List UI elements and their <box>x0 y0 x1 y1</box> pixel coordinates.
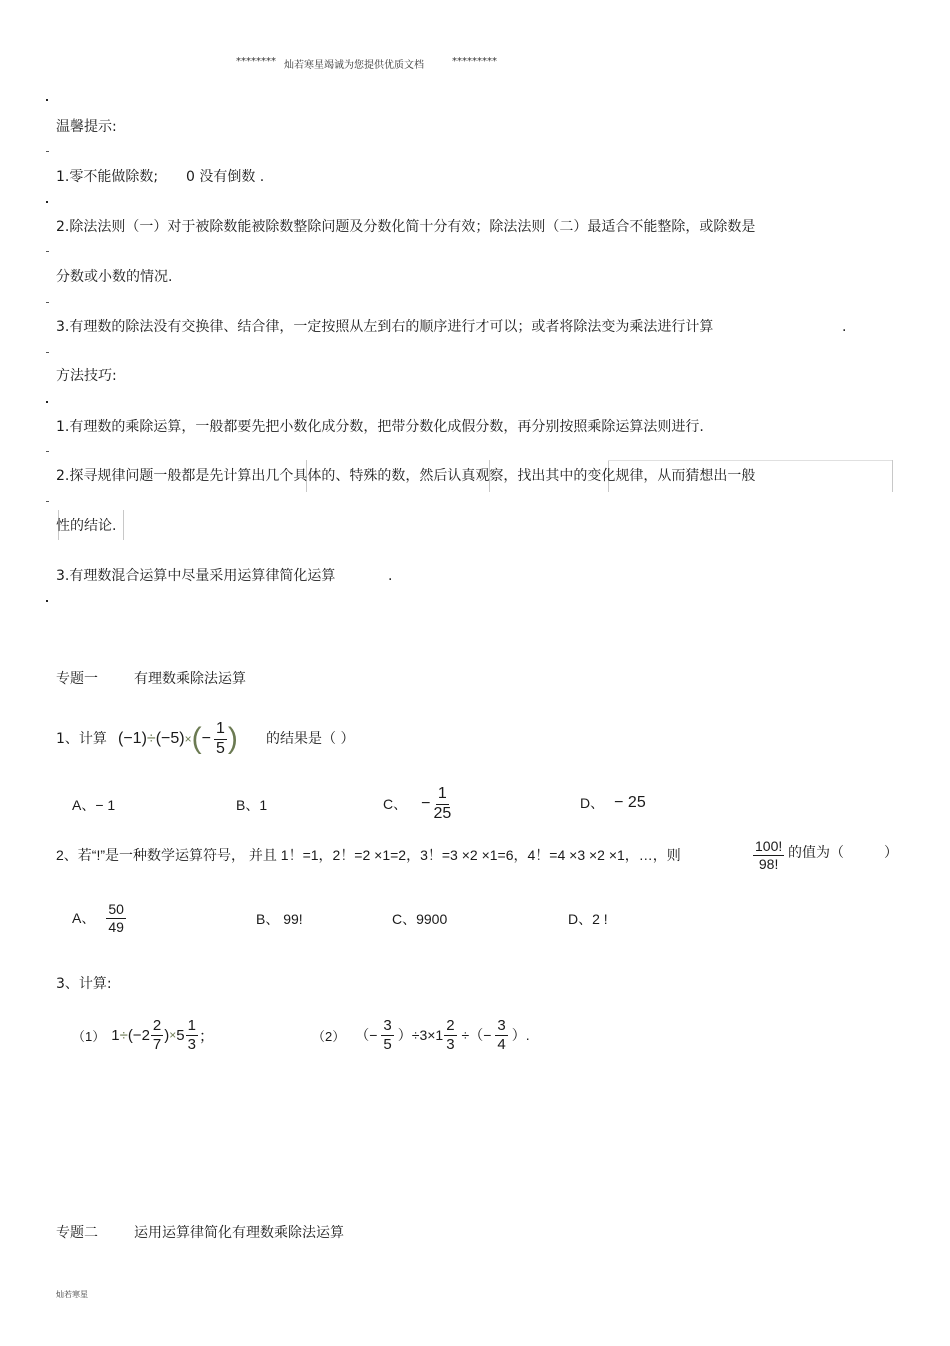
margin-dot <box>46 600 48 602</box>
methods-item-2-line2: 性的结论. <box>56 518 117 534</box>
tips-item-3-end: . <box>842 319 847 335</box>
q3-part1-frac1 <box>151 1018 163 1053</box>
q3-part1-open: (−2 <box>127 1026 150 1044</box>
q2-option-a-num: 50 <box>108 900 124 917</box>
q3-part2-frac2 <box>444 1018 456 1053</box>
q1-option-d-value: − 25 <box>614 794 646 811</box>
q2-option-a-fraction <box>106 902 126 934</box>
q3-part1 <box>72 1012 214 1058</box>
methods-item-2-line1: 2.探寻规律问题一般都是先计算出几个具体的、特殊的数，然后认真观察，找出其中的变化规律，从而猜想出一般 <box>56 468 756 484</box>
tips-item-3: 3.有理数的除法没有交换律、结合律，一定按照从左到右的顺序进行才可以；或者将除法变为乘法进行计算 <box>56 319 714 335</box>
q3-part1-label: （1） <box>72 1028 106 1044</box>
margin-dash <box>46 501 49 502</box>
q1-option-c[interactable] <box>383 782 452 826</box>
q3-part2-frac3-den: 4 <box>497 1035 506 1053</box>
q1-suffix: 的结果是（ ） <box>266 731 355 747</box>
box-line <box>123 510 124 540</box>
margin-dash <box>46 302 49 303</box>
q3-prefix: 3、计算: <box>56 976 112 992</box>
q3-part2-label: （2） <box>312 1028 346 1044</box>
q1-times-sign: × <box>184 732 192 746</box>
q3-part2-frac2-den: 3 <box>446 1035 455 1053</box>
header-stars-right: ********* <box>452 56 497 67</box>
q3-part2-end: ）. <box>511 1027 530 1043</box>
topic2-label: 专题二 <box>56 1225 98 1241</box>
q2-option-d[interactable]: D、2 ! <box>568 911 608 927</box>
tips-item-1a: 1.零不能做除数; <box>56 169 159 185</box>
topic1-title: 有理数乘除法运算 <box>134 671 246 687</box>
q2-suffix: 的值为（ <box>788 845 844 861</box>
q3-part2-frac1 <box>381 1018 393 1053</box>
margin-dash <box>46 151 49 152</box>
q3-part1-frac2-num: 1 <box>187 1016 196 1034</box>
q3-part2-div: ÷（− <box>461 1027 492 1043</box>
methods-item-3-end: . <box>388 568 393 584</box>
q1-left-paren: ( <box>191 722 202 755</box>
tips-heading: 温馨提示: <box>56 119 117 135</box>
q3-part2-frac1-num: 3 <box>383 1016 392 1034</box>
margin-dot <box>46 201 48 203</box>
q2-option-b[interactable]: B、 99! <box>256 911 303 927</box>
methods-item-1: 1.有理数的乘除运算，一般都要先把小数化成分数，把带分数化成假分数，再分别按照乘除运算法则进行. <box>56 419 704 435</box>
q1-option-d-label: D、 <box>580 795 605 811</box>
q1-option-c-neg: − <box>421 795 431 812</box>
margin-dash <box>46 451 49 452</box>
q2-option-c[interactable]: C、9900 <box>392 911 448 927</box>
header-stars-left: ******** <box>236 56 276 67</box>
footer-text: 灿若寒星 <box>56 1290 88 1299</box>
q1-expression <box>118 714 238 764</box>
q1-right-paren: ) <box>227 722 238 755</box>
box-line <box>608 460 892 461</box>
q3-part1-frac2-den: 3 <box>187 1035 196 1053</box>
q3-part2 <box>312 1012 530 1058</box>
q3-part1-end: ； <box>198 1027 214 1045</box>
q2-fraction <box>752 834 785 876</box>
q1-option-a[interactable]: A、− 1 <box>72 797 116 813</box>
q3-part2-frac3-num: 3 <box>497 1016 506 1034</box>
topic2-title: 运用运算律简化有理数乘除法运算 <box>134 1225 344 1241</box>
q3-part1-close: ) <box>164 1026 170 1044</box>
q3-part1-div: ÷ <box>119 1026 128 1044</box>
q2-frac-den: 98! <box>758 855 779 872</box>
methods-heading: 方法技巧: <box>56 368 117 384</box>
tips-item-2-line1: 2.除法法则（一）对于被除数能被除数整除问题及分数化简十分有效；除法法则（二）最适合不能整除，或除数是 <box>56 219 756 235</box>
box-line <box>892 460 893 492</box>
header-title: 灿若寒星竭诚为您提供优质文档 <box>284 60 424 71</box>
q3-part2-mid: ）÷3×1 <box>397 1027 444 1043</box>
q3-part1-frac1-den: 7 <box>152 1035 162 1053</box>
q1-div-sign: ÷ <box>146 730 156 747</box>
q3-part1-times: × <box>169 1028 177 1042</box>
q1-term1: (−1) <box>118 730 147 747</box>
q1-option-d[interactable] <box>580 793 646 813</box>
q3-part1-frac2 <box>186 1018 198 1053</box>
q1-option-c-den: 25 <box>433 804 452 822</box>
q1-option-b[interactable]: B、1 <box>236 797 268 813</box>
q1-prefix: 1、计算 <box>56 731 107 747</box>
q2-text: 2、若“!”是一种数学运算符号， 并且 1！=1，2！=2 ×1=2，3！=3 ×2 ×1=6，4！=4 ×3 ×2 ×1，…，则 <box>56 847 681 863</box>
q3-part2-open: （− <box>355 1027 378 1043</box>
q2-frac <box>753 839 784 871</box>
q2-close-paren: ） <box>884 845 898 861</box>
q3-part2-frac3 <box>495 1018 507 1053</box>
methods-item-3: 3.有理数混合运算中尽量采用运算律简化运算 <box>56 568 336 584</box>
q3-part2-frac1-den: 5 <box>383 1035 392 1053</box>
q1-frac-den: 5 <box>215 739 225 757</box>
margin-dot <box>46 99 48 101</box>
q3-part1-whole: 5 <box>176 1026 185 1044</box>
q3-part1-frac1-num: 2 <box>152 1016 162 1034</box>
tips-item-1b: 0 没有倒数 . <box>186 169 265 185</box>
margin-dash <box>46 251 49 252</box>
q1-option-c-fraction <box>433 786 451 823</box>
margin-dash <box>46 352 49 353</box>
q2-option-a-label: A、 <box>72 910 96 926</box>
q1-option-c-label: C、 <box>383 796 408 812</box>
q2-option-a-den: 49 <box>108 918 124 935</box>
q2-frac-num: 100! <box>755 837 783 854</box>
tips-item-2-line2: 分数或小数的情况. <box>56 269 173 285</box>
q3-part1-a: 1 <box>111 1026 120 1044</box>
q1-frac-num: 1 <box>214 721 227 740</box>
q1-fraction <box>214 721 227 758</box>
q1-neg: − <box>201 730 211 747</box>
q2-option-a[interactable] <box>72 896 127 940</box>
topic1-label: 专题一 <box>56 671 98 687</box>
q1-option-c-num: 1 <box>436 786 449 805</box>
margin-dot <box>46 401 48 403</box>
q1-term2: (−5) <box>155 730 185 747</box>
q3-part2-frac2-num: 2 <box>446 1016 455 1034</box>
